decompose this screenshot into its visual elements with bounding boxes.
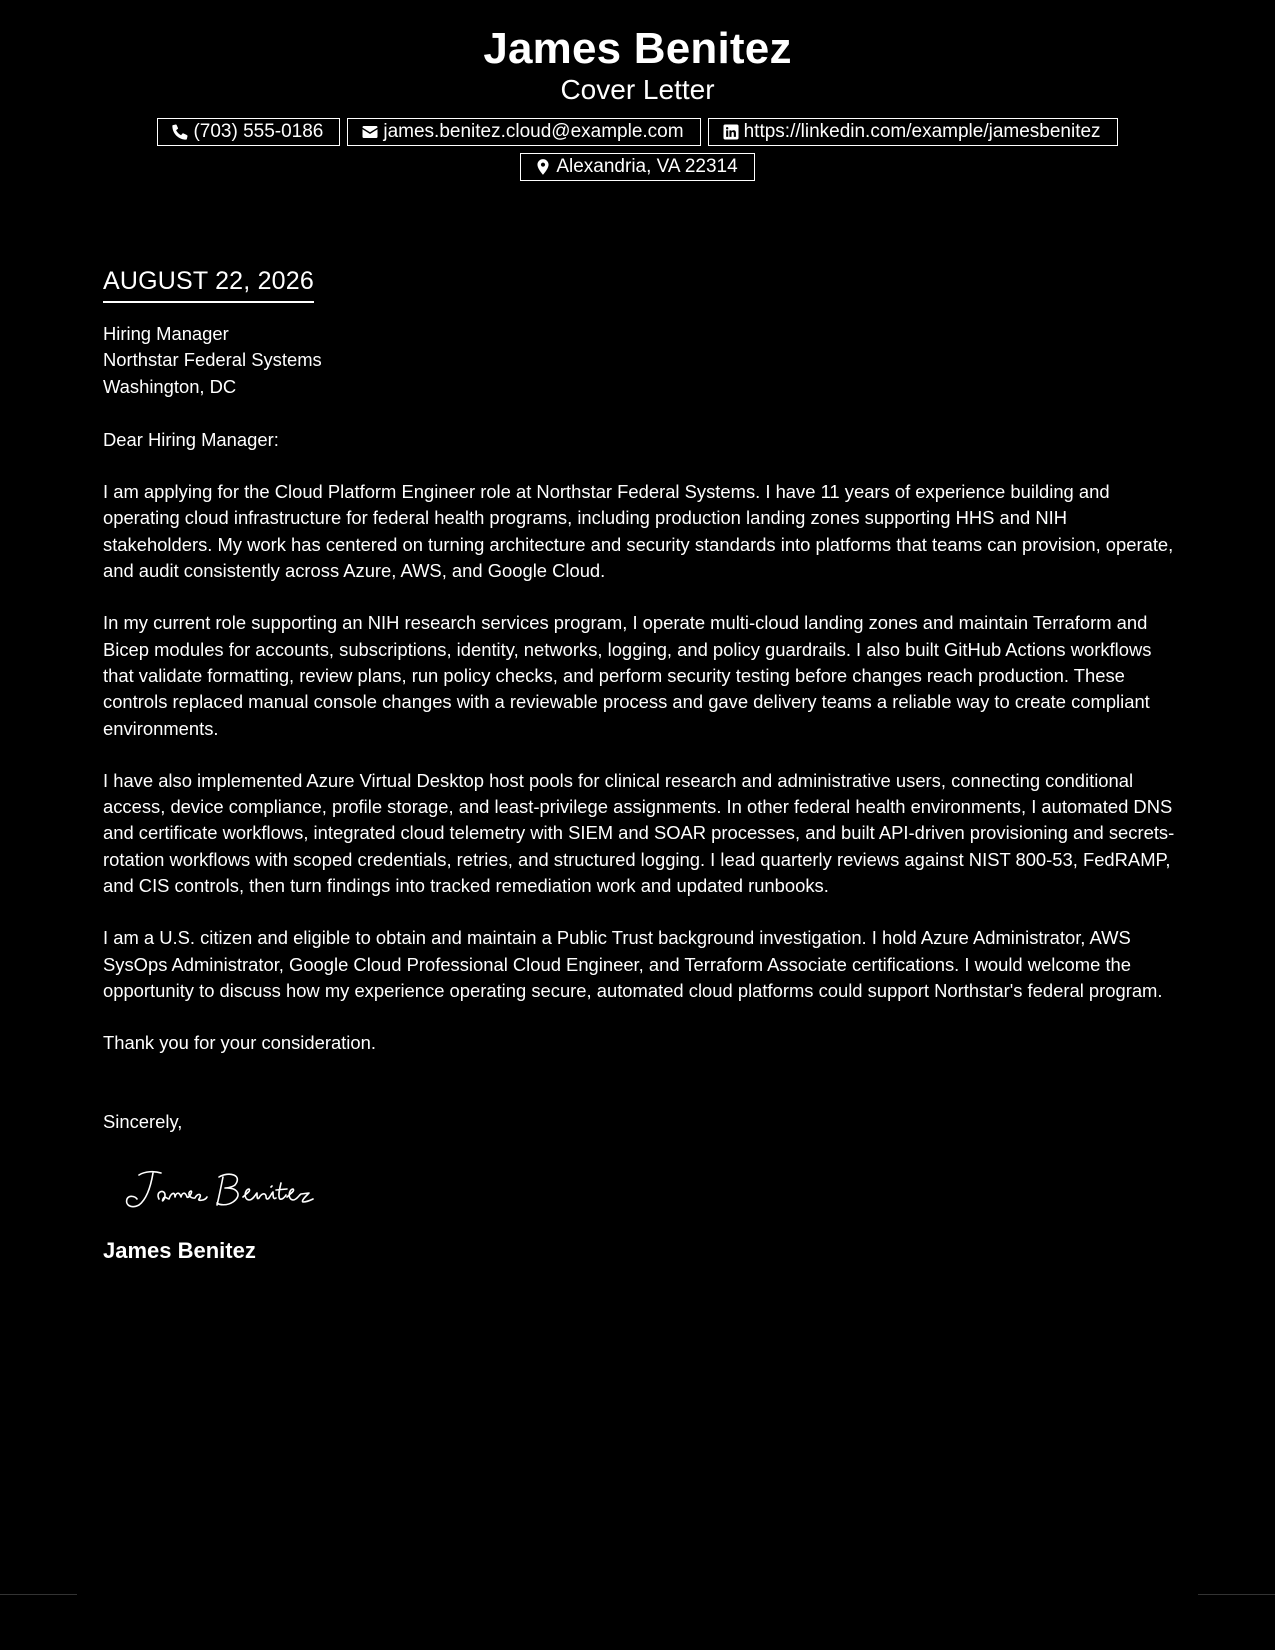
linkedin-icon	[721, 122, 741, 142]
recipient-company: Northstar Federal Systems	[103, 349, 322, 371]
letter-body	[103, 265, 1178, 1265]
salutation: Dear Hiring Manager:	[103, 428, 279, 450]
email-contact[interactable]	[347, 118, 700, 146]
paragraph-2: In my current role supporting an NIH research services program, I operate multi-cloud landing zones and maintain Terraform and Bicep modules for accounts, subscriptions, identity, networks, logging, and policy guardrails. I also built GitHub Actions workflows that validate formatting, review plans, run policy checks, and perform security testing before changes reach production. These controls replaced manual console changes with a reviewable process and gave delivery teams a reliable way to create compliant environments.	[103, 612, 1152, 739]
paragraph-1: I am applying for the Cloud Platform Engineer role at Northstar Federal Systems. I have 11 years of experience building and operating cloud infrastructure for federal health programs, including production landing zones supporting HHS and NIH stakeholders. My work has centered on turning architecture and security standards into platforms that teams can provision, operate, and audit consistently across Azure, AWS, and Google Cloud.	[103, 481, 1174, 582]
phone-contact[interactable]	[157, 118, 340, 146]
applicant-name: James Benitez	[483, 24, 792, 73]
envelope-icon	[360, 122, 380, 142]
handwritten-signature	[121, 1165, 1178, 1215]
paragraph-4: I am a U.S. citizen and eligible to obtain and maintain a Public Trust background investigation. I hold Azure Administrator, AWS SysOps Administrator, Google Cloud Professional Cloud Engineer, and Terraform Associate certifications. I would welcome the opportunity to discuss how my experience operating secure, automated cloud platforms could support Northstar's federal program.	[103, 927, 1163, 1001]
contact-row-2	[0, 153, 1275, 181]
paragraph-3: I have also implemented Azure Virtual Desktop host pools for clinical research and administrative users, connecting conditional access, device compliance, profile storage, and least-privilege assignments. In other federal health environments, I automated DNS and certificate workflows, integrated cloud telemetry with SIEM and SOAR processes, and built API-driven provisioning and secrets-rotation workflows with scoped credentials, retries, and structured logging. I lead quarterly reviews against NIST 800-53, FedRAMP, and CIS controls, then turn findings into tracked remediation work and updated runbooks.	[103, 769, 1175, 897]
location-text: Alexandria, VA 22314	[556, 156, 738, 177]
document-subtitle: Cover Letter	[560, 74, 715, 105]
email-text: james.benitez.cloud@example.com	[383, 121, 684, 142]
footer-divider-right	[1198, 1594, 1275, 1595]
phone-icon	[170, 122, 190, 142]
recipient-location: Washington, DC	[103, 375, 237, 397]
signer-name: James Benitez	[103, 1237, 256, 1263]
recipient-block	[103, 321, 1178, 400]
letter-header	[0, 22, 1275, 181]
linkedin-contact[interactable]	[708, 118, 1118, 146]
phone-text: (703) 555-0186	[193, 121, 324, 142]
thanks-line: Thank you for your consideration.	[103, 1032, 376, 1054]
linkedin-text: https://linkedin.com/example/jamesbenitez	[743, 121, 1101, 142]
location-contact	[520, 153, 754, 181]
recipient-title: Hiring Manager	[103, 323, 229, 344]
letter-date: AUGUST 22, 2026	[103, 265, 314, 303]
footer-divider-left	[0, 1594, 77, 1595]
map-marker-icon	[533, 157, 553, 177]
contact-row	[0, 118, 1275, 146]
closing-line: Sincerely,	[103, 1110, 183, 1132]
